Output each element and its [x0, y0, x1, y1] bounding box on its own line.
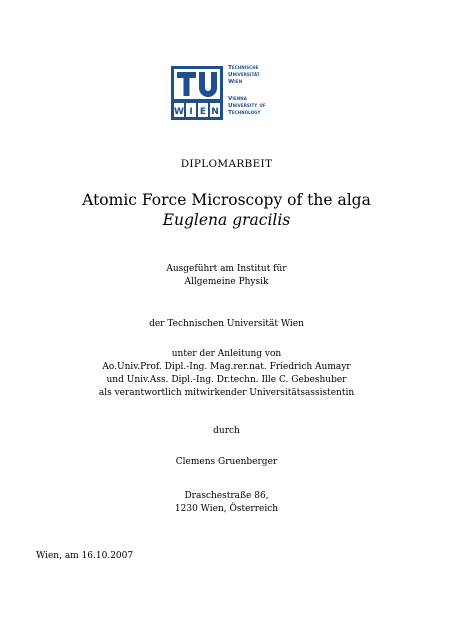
- title-species: Euglena gracilis: [162, 211, 291, 229]
- place-date: Wien, am 16.10.2007: [36, 551, 134, 561]
- supervision-line: als verantwortlich mitwirkender Universitätsassistentin: [98, 388, 355, 398]
- author-name: Clemens Gruenberger: [175, 457, 278, 467]
- supervision-line: und Univ.Ass. Dipl.-Ing. Dr.techn. Ille C. Gebeshuber: [106, 375, 347, 385]
- institute-line: Allgemeine Physik: [184, 277, 269, 287]
- page-title: [0, 190, 453, 230]
- address-line: 1230 Wien, Österreich: [174, 504, 279, 514]
- supervision-line: unter der Anleitung von: [171, 349, 282, 359]
- address-block: [0, 490, 453, 516]
- logo-german-line: Wien: [228, 79, 243, 85]
- logo-letter-n: N: [211, 107, 219, 117]
- logo-english-line: University of: [228, 103, 266, 109]
- supervision-block: [0, 348, 453, 400]
- logo-letter-i: I: [189, 107, 193, 117]
- logo-english-name: [228, 96, 266, 117]
- supervision-line: Ao.Univ.Prof. Dipl.-Ing. Mag.rer.nat. Friedrich Aumayr: [102, 362, 351, 372]
- institute-line: Ausgeführt am Institut für: [166, 264, 287, 274]
- logo-german-name: [228, 65, 260, 86]
- institute-block: [0, 263, 453, 289]
- logo-letter-w: W: [174, 107, 184, 117]
- logo-letter-e: E: [199, 107, 207, 117]
- logo-english-line: Technology: [228, 110, 261, 116]
- logo-german-line: Universität: [228, 72, 260, 78]
- logo-english-line: Vienna: [228, 96, 247, 102]
- title-main: Atomic Force Microscopy of the alga: [82, 191, 371, 209]
- thesis-type: DIPLOMARBEIT: [180, 158, 273, 170]
- by-line: durch: [213, 426, 240, 436]
- tu-wien-logo: [170, 65, 286, 121]
- university-line: der Technischen Universität Wien: [149, 319, 304, 329]
- logo-german-line: Technische: [228, 65, 259, 71]
- address-line: Draschestraße 86,: [184, 491, 269, 501]
